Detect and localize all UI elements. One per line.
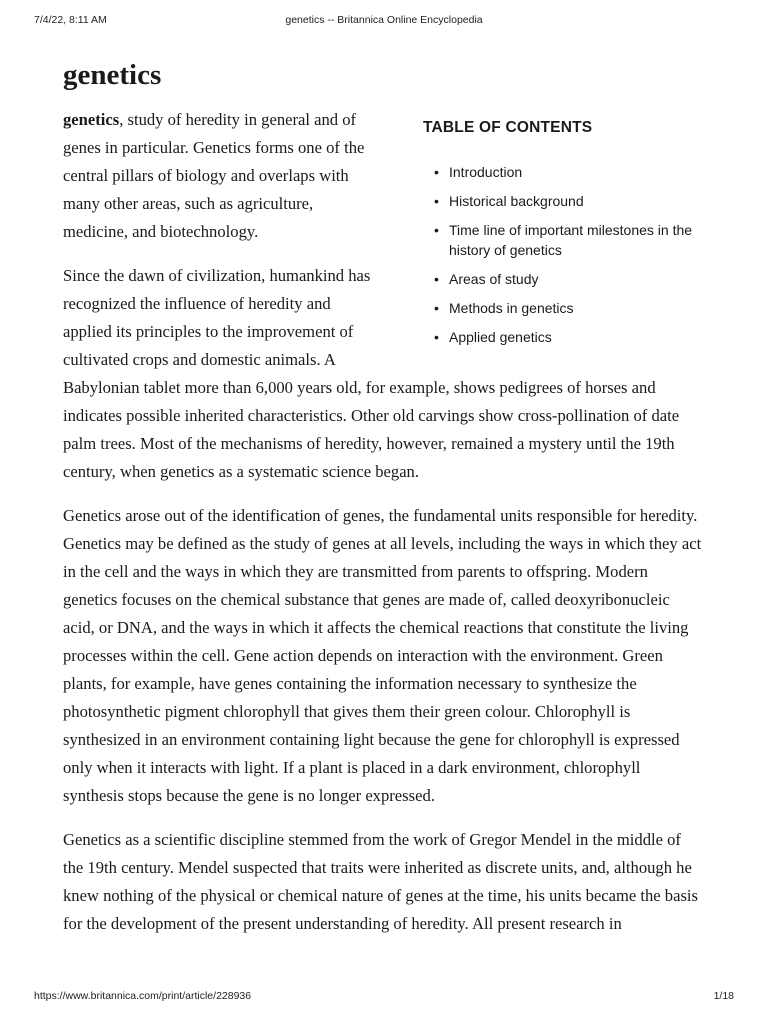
toc-item-label: Introduction: [449, 164, 523, 180]
bullet-icon: •: [434, 222, 439, 238]
toc-item-label: Time line of important milestones in the history of genetics: [449, 222, 693, 258]
toc-item-label: Methods in genetics: [449, 300, 574, 316]
bullet-icon: •: [434, 164, 439, 180]
print-page-title: genetics -- Britannica Online Encyclopedia: [285, 14, 483, 26]
toc-heading: TABLE OF CONTENTS: [423, 119, 593, 136]
article: [63, 50, 703, 954]
bullet-icon: •: [434, 329, 439, 345]
body-paragraph: Since the dawn of civilization, humankind has recognized the influence of heredity and applied its principles to the improvement of cultivated crops and domestic animals. A Babylonian tablet more than 6,000 years old, for example, shows pedigrees of horses and indicates possible inherited characteristics. Other old carvings show cross-pollination of date palm trees. Most of the mechanisms of heredity, however, remained a mystery until the 19th century, when genetics as a systematic science began.: [63, 266, 680, 481]
toc-item-areas-of-study[interactable]: [434, 269, 703, 289]
print-footer: [34, 990, 734, 1006]
page-number: 1/18: [713, 990, 734, 1002]
print-url: https://www.britannica.com/print/article/228936: [34, 990, 252, 1002]
body-paragraph: Genetics as a scientific discipline stemmed from the work of Gregor Mendel in the middle of the 19th century. Mendel suspected that traits were inherited as discrete units, and, although he knew nothing of the physical or chemical nature of genes at the time, his units became the basis for the development of the present understanding of heredity. All present research in: [63, 830, 698, 933]
toc-item-label: Applied genetics: [449, 329, 552, 345]
bullet-icon: •: [434, 271, 439, 287]
table-of-contents: [403, 106, 703, 356]
toc-item-historical-background[interactable]: [434, 191, 703, 211]
toc-item-label: Areas of study: [449, 271, 539, 287]
toc-item-time-line[interactable]: [434, 220, 703, 260]
body-paragraph: Genetics arose out of the identification of genes, the fundamental units responsible for heredity. Genetics may be defined as the study of genes at all levels, including the ways in which they act in the cell and the ways in which they are transmitted from parents to offspring. Modern genetics focuses on the chemical substance that genes are made of, called deoxyribonucleic acid, or DNA, and the ways in which it affects the chemical reactions that constitute the living processes within the cell. Gene action depends on interaction with the environment. Green plants, for example, have genes containing the information necessary to synthesize the photosynthetic pigment chlorophyll that gives them their green colour. Chlorophyll is synthesized in an environment containing light because the gene for chlorophyll is expressed only when it interacts with light. If a plant is placed in a dark environment, chlorophyll synthesis stops because the gene is no longer expressed.: [63, 506, 702, 805]
lead-term: genetics: [63, 110, 120, 129]
toc-list: [403, 162, 703, 347]
toc-item-label: Historical background: [449, 193, 584, 209]
bullet-icon: •: [434, 193, 439, 209]
article-title: genetics: [63, 59, 162, 91]
print-date: 7/4/22, 8:11 AM: [34, 14, 107, 26]
toc-item-applied-genetics[interactable]: [434, 327, 703, 347]
print-header: [34, 14, 734, 30]
bullet-icon: •: [434, 300, 439, 316]
intro-text: , study of heredity in general and of genes in particular. Genetics forms one of the central pillars of biology and overlaps with many other areas, such as agriculture, medicine, and biotechnology.: [63, 110, 365, 241]
toc-item-introduction[interactable]: [434, 162, 703, 182]
toc-item-methods-in-genetics[interactable]: [434, 298, 703, 318]
